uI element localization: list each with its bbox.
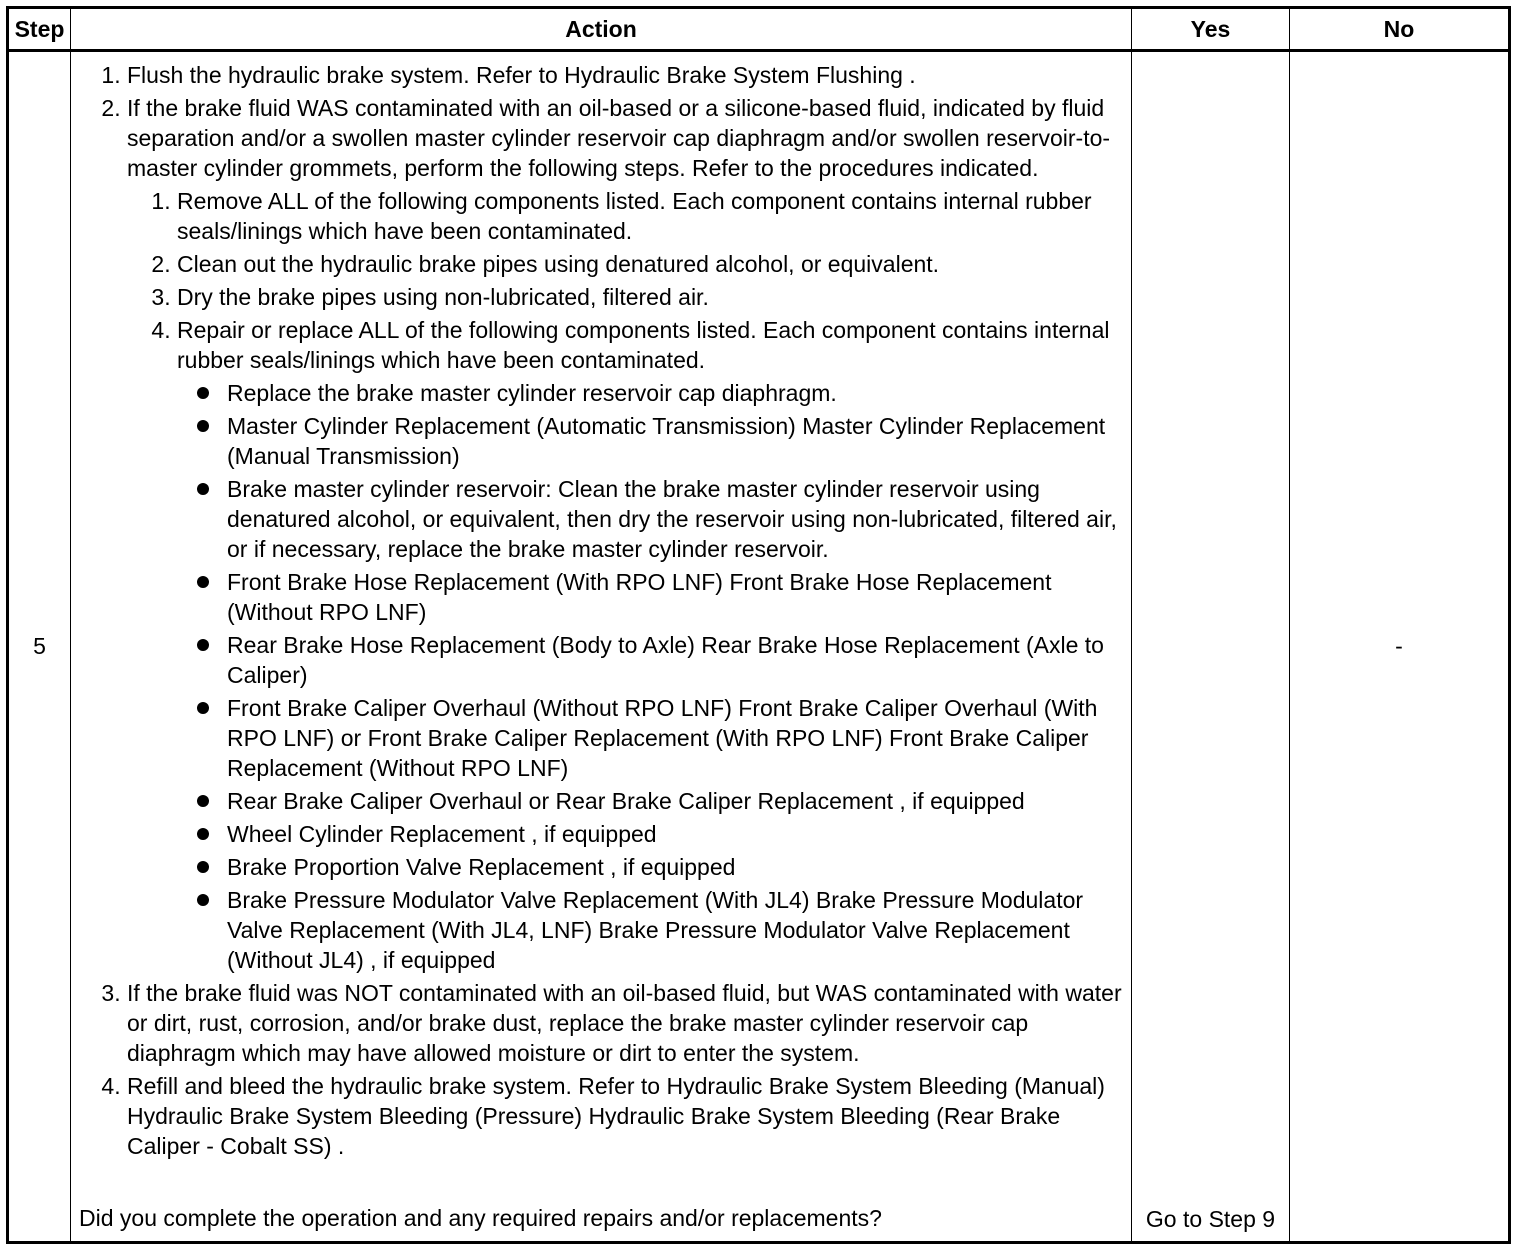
yes-result: Go to Step 9 <box>1132 51 1290 1243</box>
bullet-item <box>227 693 1131 783</box>
header-action: Action <box>71 8 1132 51</box>
bullet-list <box>177 378 1131 975</box>
item-text: Master Cylinder Replacement (Automatic Transmission) Master Cylinder Replacement (Manual Transmission) <box>227 413 1106 469</box>
header-yes: Yes <box>1132 8 1290 51</box>
bullet-item <box>227 411 1131 471</box>
list-item <box>127 978 1131 1068</box>
item-text: Wheel Cylinder Replacement , if equipped <box>227 821 657 847</box>
action-list <box>71 60 1131 1161</box>
bullet-dot-icon <box>197 639 209 651</box>
list-item <box>127 93 1131 975</box>
no-result: - <box>1290 51 1510 1243</box>
sub-list-item <box>177 249 1131 279</box>
bullet-dot-icon <box>197 828 209 840</box>
bullet-dot-icon <box>197 420 209 432</box>
sub-list-item <box>177 315 1131 975</box>
item-text: Dry the brake pipes using non-lubricated, filtered air. <box>177 284 709 310</box>
item-text: Brake master cylinder reservoir: Clean the brake master cylinder reservoir using denatured alcohol, or equivalent, then dry the reservoir using non-lubricated, filtered air, or if necessary, replace the brake master cylinder reservoir. <box>227 476 1117 562</box>
item-text: Replace the brake master cylinder reservoir cap diaphragm. <box>227 380 837 406</box>
question-text: Did you complete the operation and any required repairs and/or replacements? <box>79 1205 882 1231</box>
step-number: 5 <box>8 51 71 1243</box>
bullet-dot-icon <box>197 795 209 807</box>
item-text: Refill and bleed the hydraulic brake system. Refer to Hydraulic Brake System Bleeding (Manual) Hydraulic Brake System Bleeding (Pressure) Hydraulic Brake System Bleeding (Rear Brake Caliper - Cobalt SS) . <box>127 1073 1105 1159</box>
header-step: Step <box>8 8 71 51</box>
bullet-dot-icon <box>197 702 209 714</box>
item-text: Rear Brake Caliper Overhaul or Rear Brake Caliper Replacement , if equipped <box>227 788 1025 814</box>
item-text: If the brake fluid was NOT contaminated with an oil-based fluid, but WAS contaminated with water or dirt, rust, corrosion, and/or brake dust, replace the brake master cylinder reservoir cap diaphragm which may have allowed moisture or dirt to enter the system. <box>127 980 1122 1066</box>
sub-list <box>127 186 1131 975</box>
item-text: If the brake fluid WAS contaminated with an oil-based or a silicone-based fluid, indicated by fluid separation and/or a swollen master cylinder reservoir cap diaphragm and/or swollen reservoir-to-master cylinder grommets, perform the following steps. Refer to the procedures indicated. <box>127 95 1111 181</box>
bullet-item <box>227 567 1131 627</box>
sub-list-item <box>177 186 1131 246</box>
bullet-dot-icon <box>197 576 209 588</box>
bullet-item <box>227 819 1131 849</box>
bullet-item <box>227 378 1131 408</box>
item-text: Front Brake Hose Replacement (With RPO LNF) Front Brake Hose Replacement (Without RPO LNF) <box>227 569 1052 625</box>
bullet-dot-icon <box>197 894 209 906</box>
item-text: Flush the hydraulic brake system. Refer to Hydraulic Brake System Flushing . <box>127 62 916 88</box>
item-text: Repair or replace ALL of the following components listed. Each component contains internal rubber seals/linings which have been contaminated. <box>177 317 1110 373</box>
bullet-dot-icon <box>197 387 209 399</box>
table-row <box>8 51 1510 1243</box>
list-item <box>127 1071 1131 1161</box>
item-text: Brake Pressure Modulator Valve Replacement (With JL4) Brake Pressure Modulator Valve Replacement (With JL4, LNF) Brake Pressure Modulator Valve Replacement (Without JL4) , if equipped <box>227 887 1084 973</box>
item-text: Remove ALL of the following components listed. Each component contains internal rubber seals/linings which have been contaminated. <box>177 188 1092 244</box>
bullet-item <box>227 474 1131 564</box>
item-text: Front Brake Caliper Overhaul (Without RPO LNF) Front Brake Caliper Overhaul (With RPO LNF) or Front Brake Caliper Replacement (With RPO LNF) Front Brake Caliper Replacement (Without RPO LNF) <box>227 695 1098 781</box>
bullet-dot-icon <box>197 483 209 495</box>
item-text: Rear Brake Hose Replacement (Body to Axle) Rear Brake Hose Replacement (Axle to Caliper) <box>227 632 1104 688</box>
list-item <box>127 60 1131 90</box>
sub-list-item <box>177 282 1131 312</box>
diagnostic-step-table <box>6 6 1511 1244</box>
bullet-item <box>227 852 1131 882</box>
action-cell <box>71 51 1132 1243</box>
header-no: No <box>1290 8 1510 51</box>
item-text: Brake Proportion Valve Replacement , if equipped <box>227 854 736 880</box>
item-text: Clean out the hydraulic brake pipes using denatured alcohol, or equivalent. <box>177 251 940 277</box>
bullet-item <box>227 786 1131 816</box>
bullet-item <box>227 885 1131 975</box>
header-row <box>8 8 1510 51</box>
bullet-dot-icon <box>197 861 209 873</box>
bullet-item <box>227 630 1131 690</box>
